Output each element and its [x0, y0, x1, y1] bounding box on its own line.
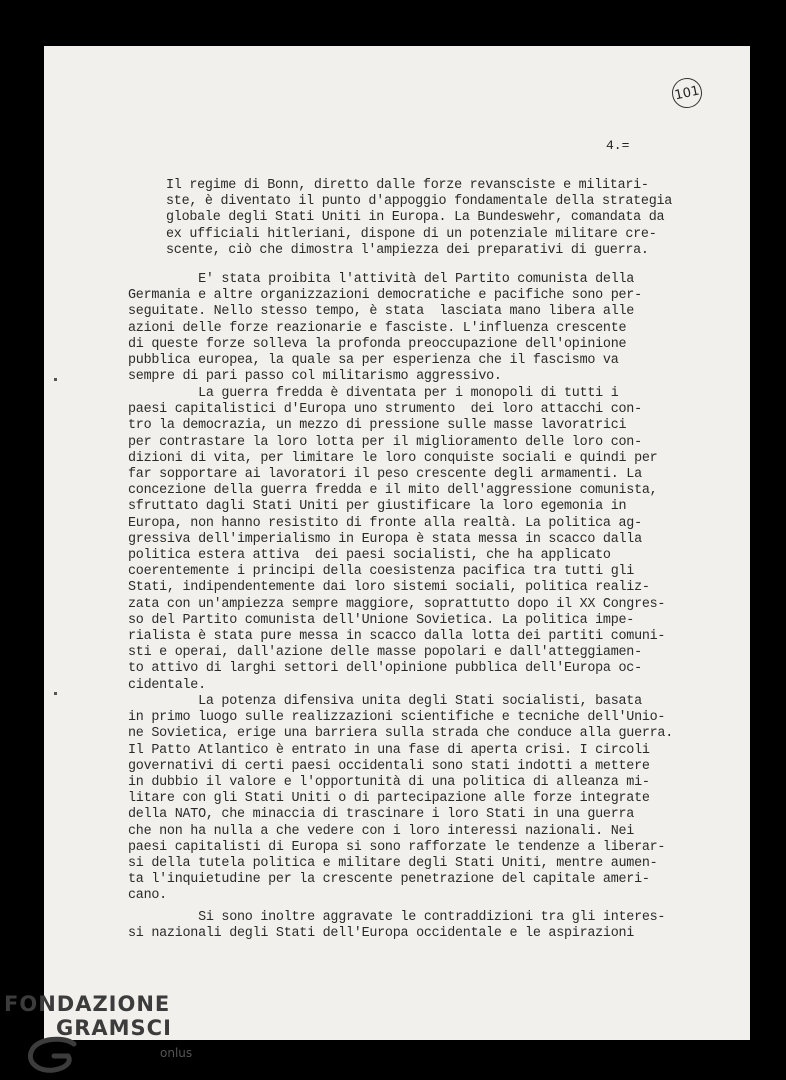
text-line: paesi capitalistici d'Europa uno strumento dei loro attacchi con- — [128, 402, 642, 418]
logo-line-2: GRAMSCI — [56, 1016, 172, 1040]
text-line: in primo luogo sulle realizzazioni scientifiche e tecniche dell'Unio- — [128, 710, 666, 726]
text-line: globale degli Stati Uniti in Europa. La Bundeswehr, comandata da — [166, 210, 665, 226]
text-line: della NATO, che minaccia di trascinare i loro Stati in una guerra — [128, 807, 635, 823]
document-page — [44, 46, 750, 1040]
text-line: far sopportare ai lavoratori il peso crescente degli armamenti. La — [128, 467, 642, 483]
text-line: tro la democrazia, un mezzo di pressione sulle masse lavoratrici — [128, 418, 627, 434]
text-line: so del Partito comunista dell'Unione Sovietica. La politica impe- — [128, 612, 635, 628]
paragraph — [128, 272, 728, 385]
text-line: litare con gli Stati Uniti o di partecipazione alle forze integrate — [128, 791, 650, 807]
paragraph — [166, 178, 750, 259]
margin-mark — [54, 692, 57, 695]
page-number: 4.= — [606, 138, 630, 153]
text-line: Stati, indipendentemente dai loro sistemi sociali, politica realiz- — [128, 580, 650, 596]
text-line: gressiva dell'imperialismo in Europa è stata messa in scacco dalla — [128, 531, 642, 547]
text-line: governativi di certi paesi occidentali sono stati indotti a mettere — [128, 758, 650, 774]
text-line: pubblica europea, la quale sa per esperienza che il fascismo va — [128, 353, 619, 369]
stamp-number: 101 — [673, 83, 701, 103]
logo-line-1: FONDAZIONE — [4, 992, 171, 1016]
text-line: E' stata proibita l'attività del Partito comunista della — [128, 272, 635, 287]
text-line: La guerra fredda è diventata per i monopoli di tutti i — [128, 386, 619, 401]
archive-stamp — [669, 75, 705, 111]
text-line: sfruttato dagli Stati Uniti per giustificare la loro egemonia in — [128, 499, 627, 515]
text-line: La potenza difensiva unita degli Stati socialisti, basata — [128, 694, 642, 709]
text-line: rialista è stata pure messa in scacco dalla lotta dei partiti comuni- — [128, 629, 666, 645]
margin-mark — [54, 378, 57, 381]
text-line: ste, è diventato il punto d'appoggio fondamentale della strategia — [166, 194, 673, 210]
paragraph — [128, 694, 728, 905]
text-line: Si sono inoltre aggravate le contraddizioni tra gli interes- — [128, 910, 666, 925]
text-line: in dubbio il valore e l'opportunità di una politica di alleanza mi- — [128, 775, 650, 791]
text-line: Europa, non hanno resistito di fronte alla realtà. La politica ag- — [128, 515, 642, 531]
text-line: si della tutela politica e militare degli Stati Uniti, mentre aumen- — [128, 856, 658, 872]
text-line: to attivo di larghi settori dell'opinione pubblica dell'Europa oc- — [128, 661, 642, 677]
text-line: ne Sovietica, erige una barriera sulla strada che conduce alla guerra. — [128, 726, 673, 742]
text-line: paesi capitalisti di Europa si sono rafforzate le tendenze a liberar- — [128, 839, 666, 855]
text-line: dizioni di vita, per limitare le loro conquiste sociali e quindi per — [128, 450, 658, 466]
text-line: si nazionali degli Stati dell'Europa occidentale e le aspirazioni — [128, 926, 635, 942]
text-line: cidentale. — [128, 677, 206, 693]
text-line: di queste forze solleva la profonda preoccupazione dell'opinione — [128, 336, 627, 352]
text-line: azioni delle forze reazionarie e fasciste. L'influenza crescente — [128, 320, 627, 336]
text-line: zata con un'ampiezza sempre maggiore, soprattutto dopo il XX Congres- — [128, 596, 666, 612]
text-line: che non ha nulla a che vedere con i loro interessi nazionali. Nei — [128, 823, 635, 839]
text-line: per contrastare la loro lotta per il miglioramento delle loro con- — [128, 434, 642, 450]
fondazione-gramsci-logo — [4, 992, 172, 1040]
text-line: cano. — [128, 888, 167, 904]
paragraph — [128, 910, 728, 942]
text-line: politica estera attiva dei paesi socialisti, che ha applicato — [128, 548, 611, 564]
text-line: seguitate. Nello stesso tempo, è stata lasciata mano libera alle — [128, 304, 635, 320]
text-line: Germania e altre organizzazioni democratiche e pacifiche sono per- — [128, 288, 642, 304]
text-line: Il Patto Atlantico è entrato in una fase di aperta crisi. I circoli — [128, 742, 650, 758]
text-line: scente, ciò che dimostra l'ampiezza dei preparativi di guerra. — [166, 242, 649, 258]
logo-subtitle: onlus — [160, 1046, 193, 1060]
text-line: sempre di pari passo col militarismo aggressivo. — [128, 369, 502, 385]
text-line: ta l'inquietudine per la crescente penetrazione del capitale ameri- — [128, 872, 650, 888]
paragraph — [128, 386, 728, 694]
text-line: coerentemente i principi della coesistenza pacifica tra tutti gli — [128, 564, 635, 580]
text-line: sti e operai, dall'azione delle masse popolari e dall'atteggiamen- — [128, 645, 642, 661]
text-line: ex ufficiali hitleriani, dispone di un potenziale militare cre- — [166, 226, 657, 242]
text-line: Il regime di Bonn, diretto dalle forze revansciste e militari- — [166, 178, 649, 193]
text-line: concezione della guerra fredda e il mito dell'aggressione comunista, — [128, 483, 658, 499]
logo-swirl-icon — [24, 1036, 80, 1074]
